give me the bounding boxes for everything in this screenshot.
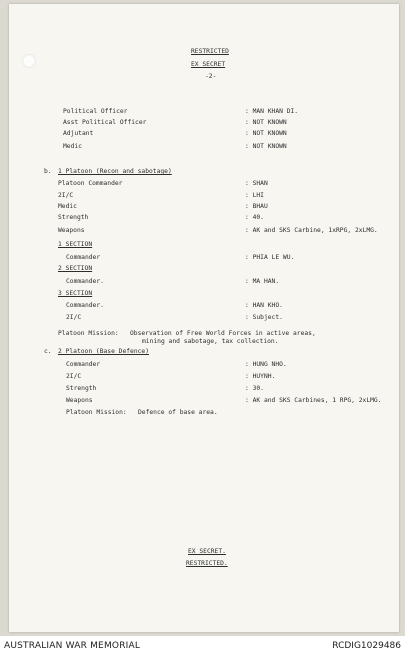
- officer-value: : NOT KNOWN: [245, 119, 287, 126]
- platoon-1-label: Strength: [58, 214, 89, 221]
- section-3-label: Commander.: [66, 302, 104, 309]
- section-3-value: : Subject.: [245, 314, 283, 321]
- officer-label: Medic: [63, 143, 82, 150]
- officer-label: Adjutant: [63, 130, 94, 137]
- platoon-1-value: : SHAN: [245, 180, 268, 187]
- footer-classification-restricted: RESTRICTED.: [186, 560, 228, 567]
- footer-classification-ex-secret: EX SECRET.: [188, 548, 226, 555]
- section-2-title: 2 SECTION: [58, 265, 93, 272]
- platoon-2-label: 2I/C: [66, 373, 82, 380]
- platoon-2-mission-label: Platoon Mission:: [66, 409, 127, 416]
- platoon-2-title: 2 Platoon (Base Defence): [58, 348, 149, 355]
- archive-institution: AUSTRALIAN WAR MEMORIAL: [4, 641, 141, 651]
- section-1-value: : PHIA LE WU.: [245, 254, 295, 261]
- platoon-1-label: 2I/C: [58, 192, 74, 199]
- officer-label: Asst Political Officer: [63, 119, 147, 126]
- platoon-1-mission-line-1: Observation of Free World Forces in active areas,: [130, 330, 316, 337]
- punch-hole: [22, 54, 36, 68]
- platoon-1-label: Platoon Commander: [58, 180, 123, 187]
- section-3-label: 2I/C: [66, 314, 82, 321]
- platoon-2-value: : HUNG NHO.: [245, 361, 287, 368]
- platoon-1-label: Weapons: [58, 227, 85, 234]
- section-2-value: : MA HAN.: [245, 278, 280, 285]
- section-marker-b: b.: [44, 168, 52, 175]
- platoon-2-value: : AK and SKS Carbines, 1 RPG, 2xLMG.: [245, 397, 382, 404]
- platoon-1-value: : AK and SKS Carbine, 1xRPG, 2xLMG.: [245, 227, 378, 234]
- classification-restricted: RESTRICTED: [191, 48, 229, 55]
- officer-label: Political Officer: [63, 108, 128, 115]
- platoon-2-value: : 30.: [245, 385, 264, 392]
- platoon-2-label: Strength: [66, 385, 97, 392]
- officer-value: : NOT KNOWN: [245, 130, 287, 137]
- officer-value: : MAN KHAN DI.: [245, 108, 299, 115]
- platoon-1-value: : BHAU: [245, 203, 268, 210]
- platoon-2-value: : HUYNH.: [245, 373, 276, 380]
- archive-reference: RCDIG1029486: [332, 641, 401, 651]
- section-3-value: : HAN KHO.: [245, 302, 283, 309]
- platoon-1-mission-line-2: mining and sabotage, tax collection.: [142, 338, 279, 345]
- platoon-1-label: Medic: [58, 203, 77, 210]
- platoon-1-mission-label: Platoon Mission:: [58, 330, 119, 337]
- platoon-2-mission-text: Defence of base area.: [138, 409, 218, 416]
- platoon-2-label: Commander: [66, 361, 101, 368]
- page-number: -2-: [205, 73, 217, 80]
- platoon-1-value: : 40.: [245, 214, 264, 221]
- section-1-title: 1 SECTION: [58, 241, 93, 248]
- classification-ex-secret: EX SECRET: [191, 61, 226, 68]
- section-marker-c: c.: [44, 348, 52, 355]
- platoon-1-value: : LHI: [245, 192, 264, 199]
- officer-value: : NOT KNOWN: [245, 143, 287, 150]
- platoon-1-title: 1 Platoon (Recon and sabotage): [58, 168, 172, 175]
- section-3-title: 3 SECTION: [58, 290, 93, 297]
- platoon-2-label: Weapons: [66, 397, 93, 404]
- section-2-label: Commander.: [66, 278, 104, 285]
- section-1-label: Commander: [66, 254, 101, 261]
